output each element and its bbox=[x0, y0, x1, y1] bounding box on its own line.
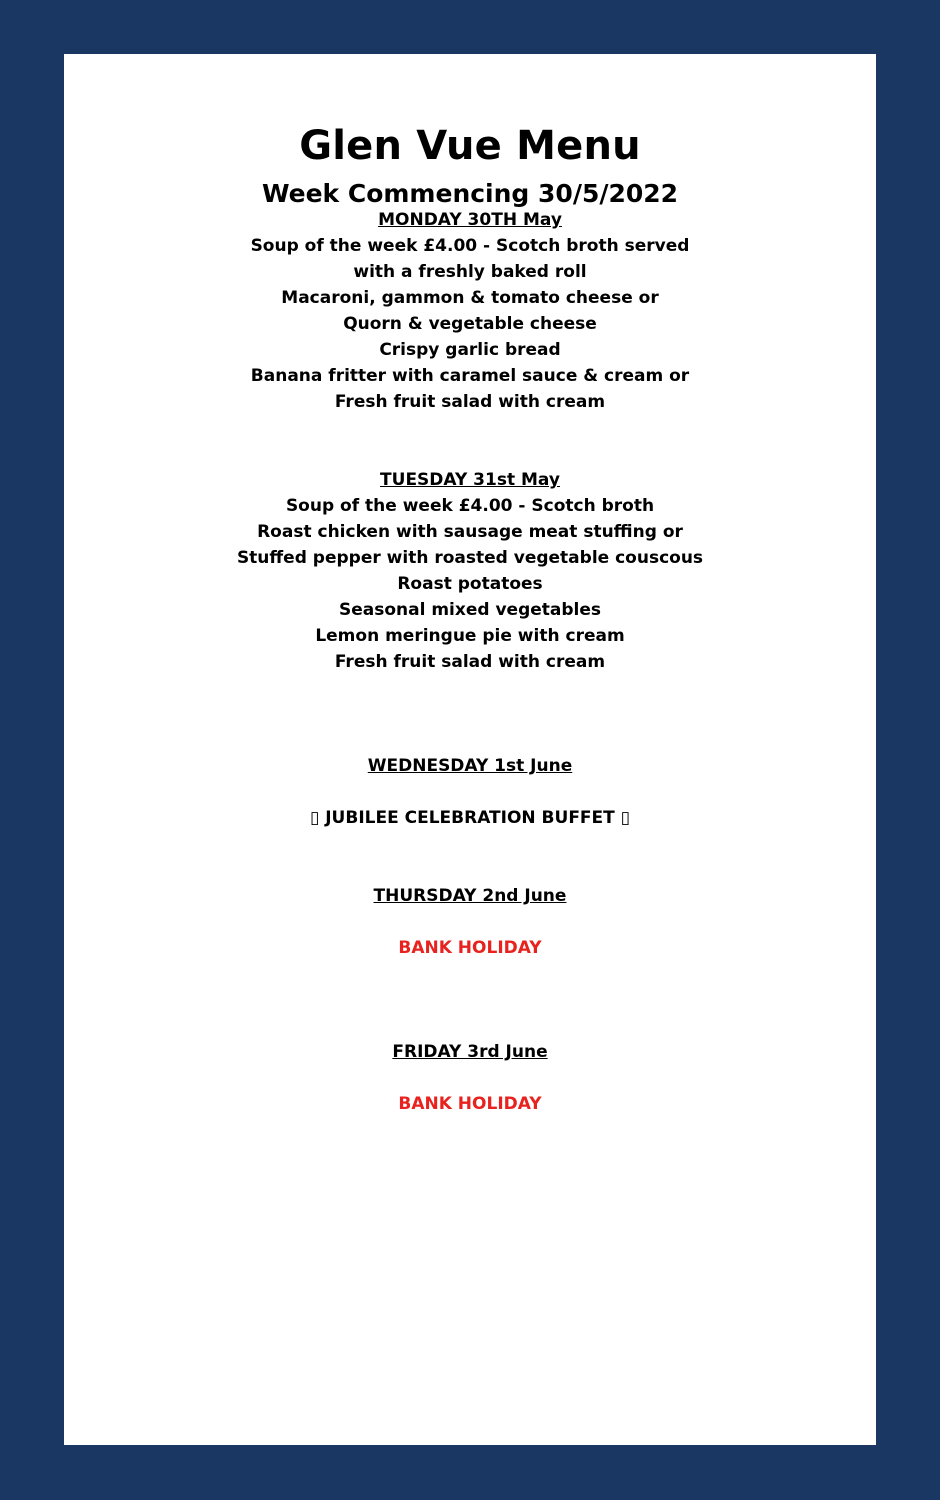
menu-item: Roast chicken with sausage meat stuffing or bbox=[257, 522, 683, 542]
menu-item: Macaroni, gammon & tomato cheese or bbox=[281, 288, 659, 308]
monday-heading: MONDAY 30TH May bbox=[378, 210, 562, 230]
menu-item: Soup of the week £4.00 - Scotch broth bbox=[285, 496, 655, 516]
week-commencing-subtitle: Week Commencing 30/5/2022 bbox=[261, 179, 679, 208]
menu-title: Glen Vue Menu bbox=[299, 123, 641, 169]
tuesday-heading: TUESDAY 31st May bbox=[380, 470, 560, 490]
wednesday-heading: WEDNESDAY 1st June bbox=[367, 756, 573, 776]
monday-section bbox=[64, 207, 876, 415]
friday-section bbox=[64, 1039, 876, 1117]
menu-item: Crispy garlic bread bbox=[379, 340, 561, 360]
menu-item: Stuffed pepper with roasted vegetable couscous bbox=[236, 548, 704, 568]
thursday-heading: THURSDAY 2nd June bbox=[373, 886, 567, 906]
thursday-section bbox=[64, 883, 876, 961]
wednesday-section bbox=[64, 753, 876, 831]
bank-holiday-note: BANK HOLIDAY bbox=[398, 938, 542, 958]
menu-item: Banana fritter with caramel sauce & cream or bbox=[250, 366, 690, 386]
menu-item: Quorn & vegetable cheese bbox=[343, 314, 597, 334]
bank-holiday-note: BANK HOLIDAY bbox=[398, 1094, 542, 1114]
menu-item: Lemon meringue pie with cream bbox=[315, 626, 625, 646]
menu-card bbox=[64, 54, 876, 1445]
menu-item: Roast potatoes bbox=[397, 574, 543, 594]
tuesday-section bbox=[64, 467, 876, 675]
jubilee-buffet-note: ▯ JUBILEE CELEBRATION BUFFET ▯ bbox=[309, 808, 631, 828]
menu-item: Seasonal mixed vegetables bbox=[338, 600, 602, 620]
menu-item: Fresh fruit salad with cream bbox=[334, 392, 606, 412]
menu-item: Fresh fruit salad with cream bbox=[334, 652, 606, 672]
menu-item: Soup of the week £4.00 - Scotch broth served bbox=[250, 236, 690, 256]
friday-heading: FRIDAY 3rd June bbox=[392, 1042, 548, 1062]
menu-item: with a freshly baked roll bbox=[353, 262, 587, 282]
